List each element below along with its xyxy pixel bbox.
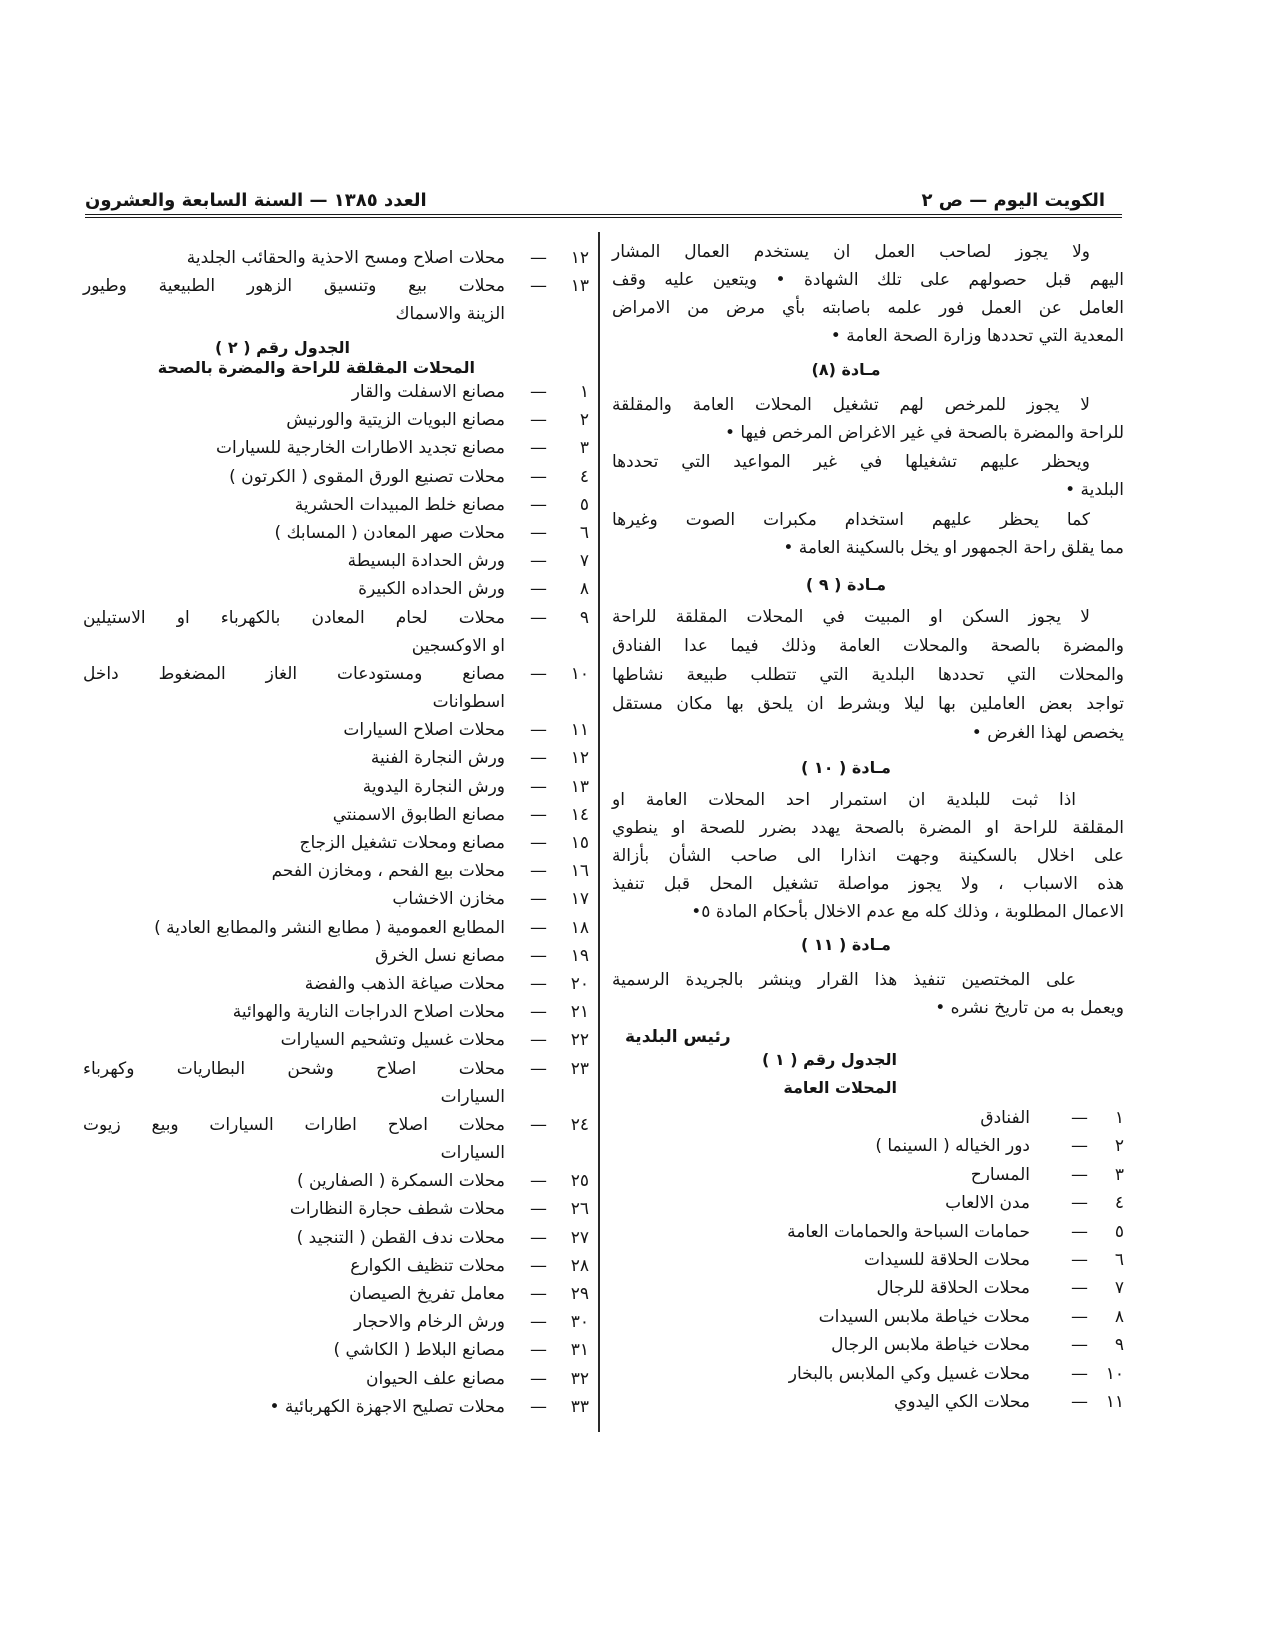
list-item [83,744,595,772]
item-number: ١٣ [570,776,589,797]
list-item [612,1360,1124,1388]
item-dash: — [530,748,547,769]
item-text [83,885,505,913]
item-text-line: محلات تصنيع الورق المقوى ( الكرتون ) [229,466,505,487]
item-text [83,970,505,998]
item-text-line: الزينة والاسماك [395,304,505,324]
item-text [83,604,505,660]
item-text [612,1303,1030,1331]
item-text [83,914,505,942]
item-text-line: المطابع العمومية ( مطابع النشر والمطابع العادية ) [154,917,505,938]
item-number: ٨ [579,579,589,600]
list-item [612,1274,1124,1302]
item-text [83,378,505,406]
item-text-line: محلات السمكرة ( الصفارين ) [297,1171,505,1192]
paragraph-line: والمضرة بالصحة والمحلات العامة وذلك فيما عدا الفنادق [612,636,1124,656]
item-text-line: مصانع الطابوق الاسمنتي [332,804,505,825]
table-1-list [612,1104,1124,1416]
item-number: ٩ [579,607,589,628]
article-9-paragraph [612,603,1124,748]
list-item [612,1388,1124,1416]
item-text-line: او الاوكسجين [411,635,505,656]
item-dash: — [530,466,547,487]
item-text-line: مصانع علف الحيوان [366,1368,505,1389]
left-column [83,244,595,1421]
item-text [83,406,505,434]
item-text-line: مصانع ومحلات تشغيل الزجاج [299,833,505,853]
list-item [612,1132,1124,1160]
item-text [83,801,505,829]
item-text-line: محلات الحلاقة للسيدات [863,1249,1030,1270]
item-text-line: ورش الحداده الكبيرة [358,579,505,600]
item-text [612,1132,1030,1160]
list-item [83,1252,595,1280]
item-dash: — [530,889,547,910]
paragraph-line: ويعمل به من تاريخ نشره • [935,998,1124,1018]
item-dash: — [530,663,547,684]
item-text [83,1393,505,1421]
item-number: ٢٣ [570,1058,589,1079]
item-number: ١٢ [570,748,589,769]
item-number: ٢٧ [570,1227,589,1248]
list-item [83,1308,595,1336]
list-item [612,1331,1124,1359]
item-text-line: محلات شطف حجارة النظارات [289,1199,505,1220]
item-dash: — [530,382,547,402]
list-item [83,378,595,406]
item-number: ٨ [1114,1306,1124,1327]
item-number: ٣١ [570,1340,589,1361]
item-dash: — [530,1368,547,1389]
item-text-line: محلات الكي اليدوي [894,1391,1030,1412]
paragraph-line: العامل عن العمل فور علمه باصابته بأي مرض من الامراض [612,298,1124,318]
item-text-line: محلات بيع الفحم ، ومخازن الفحم [271,861,505,882]
list-item [83,406,595,434]
item-dash: — [1071,1193,1088,1214]
list-item [83,829,595,857]
item-text-line: محلات صياغة الذهب والفضة [304,973,505,994]
signature-municipality-head: رئيس البلدية [625,1027,731,1047]
paragraph-line: والمحلات التي تحددها البلدية التي تتطلب طبيعة نشاطها [612,665,1124,685]
item-text [83,1308,505,1336]
item-dash: — [530,1284,547,1304]
list-item [612,1104,1124,1132]
list-item [83,1280,595,1308]
item-number: ٢ [1114,1136,1124,1157]
item-dash: — [530,1030,547,1051]
item-number: ٢٨ [570,1255,589,1276]
item-dash: — [530,1114,547,1135]
item-text [83,744,505,772]
item-text [83,1280,505,1308]
item-text [83,1336,505,1364]
item-number: ١٠ [1105,1363,1124,1384]
item-text [83,547,505,575]
item-text-line: محلات اصلاح الدراجات النارية والهوائية [232,1002,505,1023]
item-text [83,1224,505,1252]
newspaper-page-label: الكويت اليوم — ص ٢ [921,189,1105,211]
item-text [612,1161,1030,1189]
list-item [83,575,595,603]
paragraph-line: ويحظر عليهم تشغيلها في غير المواعيد التي تحددها [612,452,1090,472]
item-dash: — [530,551,547,572]
item-text-line: محلات لحام المعادن بالكهرباء او الاستيلين [83,607,505,628]
list-item [612,1189,1124,1217]
list-item [612,1161,1124,1189]
item-number: ٤ [579,466,589,487]
list-item [83,519,595,547]
list-item [83,491,595,519]
right-column [612,238,1124,1416]
item-text-line: الفنادق [980,1108,1030,1128]
item-number: ٦ [579,522,589,543]
item-number: ٣ [579,438,589,459]
item-text-line: محلات اصلاح السيارات [343,720,505,741]
item-number: ١ [1114,1108,1124,1128]
item-dash: — [530,276,547,296]
article-8-heading: مـادة (٨) [811,360,881,379]
list-item [83,434,595,462]
item-number: ٣٣ [570,1396,589,1417]
item-text [83,660,505,716]
item-dash: — [530,1002,547,1023]
paragraph-line: البلدية • [1065,480,1124,500]
list-item [83,1111,595,1167]
item-text-line: دور الخياله ( السينما ) [875,1136,1030,1157]
item-text-line: محلات ندف القطن ( التنجيد ) [296,1227,505,1248]
article-11-paragraph [612,966,1124,1022]
list-item [83,857,595,885]
item-text-line: مصانع نسل الخرق [375,945,505,966]
paragraph-line: لا يجوز السكن او المبيت في المحلات المقلقة للراحة [612,607,1090,627]
item-text [83,998,505,1026]
list-item [83,547,595,575]
list-item [83,998,595,1026]
article-9-heading: مـادة ( ٩ ) [805,575,887,594]
item-text [83,773,505,801]
paragraph-line: مما يقلق راحة الجمهور او يخل بالسكينة العامة • [783,538,1124,558]
paragraph-line: للراحة والمضرة بالصحة في غير الاغراض المرخص فيها • [724,423,1124,443]
list-item [83,716,595,744]
item-number: ٣٠ [570,1312,589,1333]
list-item [83,1055,595,1111]
table-1-list-continued [83,244,595,328]
item-dash: — [530,1312,547,1333]
item-dash: — [530,973,547,994]
item-text-line: محلات خياطة ملابس السيدات [818,1306,1030,1327]
item-dash: — [530,833,547,853]
item-text-line: محلات صهر المعادن ( المسابك ) [274,522,505,543]
article-8-paragraph [612,506,1124,562]
article-8-paragraph [612,391,1124,447]
item-number: ١٦ [570,861,589,882]
item-text-line: محلات الحلاقة للرجال [876,1278,1030,1299]
item-dash: — [530,1058,547,1079]
list-item [83,463,595,491]
item-dash: — [530,579,547,600]
list-item [83,1167,595,1195]
item-text [83,1195,505,1223]
item-text-line: محلات غسيل وكي الملابس بالبخار [788,1363,1030,1384]
item-text-line: ورش النجارة اليدوية [362,776,505,797]
item-text [83,1167,505,1195]
item-text-line: مصانع خلط المبيدات الحشرية [294,494,505,515]
list-item [83,1336,595,1364]
paragraph-line: على اخلال بالسكينة وجهت انذارا الى صاحب الشأن بأزالة [612,846,1124,866]
item-text [612,1104,1030,1132]
list-item [83,604,595,660]
item-number: ٢٥ [570,1171,589,1192]
item-text [83,1055,505,1111]
item-number: ١١ [570,720,589,741]
paragraph-line: ولا يجوز لصاحب العمل ان يستخدم العمال المشار [612,242,1090,262]
item-text-line: مصانع الاسفلت والقار [351,382,505,402]
item-dash: — [530,1227,547,1248]
item-text [83,434,505,462]
list-item [83,885,595,913]
item-text [83,829,505,857]
item-number: ١٣ [570,276,589,296]
item-dash: — [530,804,547,825]
list-item [83,970,595,998]
item-number: ٧ [579,551,589,572]
item-text-line: محلات تصليح الاجهزة الكهربائية • [269,1396,505,1417]
item-number: ٦ [1114,1249,1124,1270]
item-dash: — [1071,1164,1088,1185]
item-dash: — [530,438,547,459]
item-text [83,272,505,328]
item-text [83,491,505,519]
item-dash: — [530,1255,547,1276]
item-number: ٢ [579,410,589,431]
item-text [83,857,505,885]
item-text-line: مخازن الاخشاب [392,889,505,910]
item-dash: — [530,494,547,515]
item-text-line: مصانع ومستودعات الغاز المضغوط داخل [83,663,505,684]
paragraph-line: لا يجوز للمرخص لهم تشغيل المحلات العامة والمقلقة [612,395,1090,415]
list-item [83,942,595,970]
paragraph-line: يخصص لهذا الغرض • [971,723,1124,743]
item-dash: — [530,522,547,543]
item-text [83,244,505,272]
item-dash: — [530,776,547,797]
paragraph-line: الاعمال المطلوبة ، وذلك كله مع عدم الاخلال بأحكام المادة ٥• [691,902,1124,922]
item-text [612,1189,1030,1217]
list-item [83,1026,595,1054]
item-text [83,716,505,744]
list-item [83,244,595,272]
item-text-line: مدن الالعاب [945,1193,1030,1214]
item-text [612,1331,1030,1359]
article-10-heading: مـادة ( ١٠ ) [801,758,891,777]
article-11-heading: مـادة ( ١١ ) [801,935,891,954]
item-number: ٣٢ [570,1368,589,1389]
list-item [83,773,595,801]
page-header [85,186,1122,218]
list-item [83,272,595,328]
item-text-line: مصانع تجديد الاطارات الخارجية للسيارات [215,438,505,459]
item-text [83,1252,505,1280]
item-text-line: حمامات السباحة والحمامات العامة [787,1221,1030,1242]
item-text [83,519,505,547]
item-text [83,942,505,970]
item-number: ١٠ [570,663,589,684]
paragraph-line: المعدية التي تحددها وزارة الصحة العامة • [830,326,1124,346]
list-item [83,801,595,829]
item-dash: — [530,1171,547,1192]
item-dash: — [1071,1278,1088,1299]
table-2-title: الجدول رقم ( ٢ ) [214,338,350,357]
item-text-line: محلات خياطة ملابس الرجال [831,1335,1030,1356]
item-number: ٢٤ [570,1114,589,1135]
paragraph-line: المقلقة للراحة او المضرة بالصحة يهدد بضرر للصحة او ينطوي [612,818,1124,838]
item-dash: — [1071,1335,1088,1356]
paragraph-line: كما يحظر عليهم استخدام مكبرات الصوت وغيرها [612,510,1090,530]
item-dash: — [530,607,547,628]
item-dash: — [1071,1391,1088,1412]
paragraph-line: هذه الاسباب ، ولا يجوز مواصلة تشغيل المحل قبل تنفيذ [612,874,1124,894]
issue-label: العدد ١٣٨٥ — السنة السابعة والعشرون [85,189,427,211]
item-number: ١ [579,382,589,402]
item-number: ١٧ [570,889,589,910]
item-dash: — [530,917,547,938]
item-number: ٢٢ [570,1030,589,1051]
item-text [83,1365,505,1393]
item-text-line: محلات اصلاح وشحن البطاريات وكهرباء [83,1058,505,1079]
item-number: ١٩ [570,945,589,966]
item-dash: — [530,945,547,966]
item-number: ٤ [1114,1193,1124,1214]
item-number: ٩ [1114,1335,1124,1356]
item-dash: — [530,861,547,882]
table-1-subtitle: المحلات العامة [783,1078,897,1097]
item-text [612,1246,1030,1274]
item-dash: — [530,1340,547,1361]
item-text-line: المسارح [970,1164,1030,1185]
item-number: ٥ [579,494,589,515]
list-item [83,1195,595,1223]
item-dash: — [530,248,547,268]
item-number: ٢٩ [570,1284,589,1304]
item-number: ٣ [1114,1164,1124,1185]
item-dash: — [1071,1221,1088,1242]
item-text-line: اسطوانات [432,692,505,713]
item-dash: — [530,720,547,741]
item-dash: — [1071,1136,1088,1157]
item-text [83,575,505,603]
continued-paragraph [612,238,1124,350]
item-text [612,1388,1030,1416]
item-text-line: محلات اصلاح اطارات السيارات وبيع زيوت [83,1114,505,1135]
item-text-line: السيارات [440,1086,505,1107]
item-number: ١٤ [570,804,589,825]
article-8-paragraph [612,448,1124,504]
list-item [83,1224,595,1252]
paragraph-line: على المختصين تنفيذ هذا القرار وينشر بالجريدة الرسمية [612,970,1076,990]
article-10-paragraph [612,786,1124,926]
paragraph-line: اذا ثبت للبلدية ان استمرار احد المحلات العامة او [612,790,1076,810]
list-item [612,1246,1124,1274]
item-dash: — [1071,1363,1088,1384]
item-text [612,1274,1030,1302]
item-text-line: محلات غسيل وتشحيم السيارات [280,1030,505,1051]
item-dash: — [1071,1249,1088,1270]
item-number: ٢١ [570,1002,589,1023]
item-text [83,1111,505,1167]
item-text [83,463,505,491]
item-number: ٢٠ [570,973,589,994]
paragraph-line: تواجد بعض العاملين بها ليلا وبشرط ان يلحق بها مكان مستقل [612,694,1124,714]
list-item [612,1218,1124,1246]
item-text-line: السيارات [440,1143,505,1164]
list-item [83,1365,595,1393]
list-item [83,660,595,716]
table-1-title: الجدول رقم ( ١ ) [761,1050,897,1069]
item-text-line: ورش الرخام والاحجار [354,1312,505,1333]
item-text-line: محلات تنظيف الكوارع [350,1255,505,1276]
list-item [83,1393,595,1421]
item-text-line: محلات اصلاح ومسح الاحذية والحقائب الجلدية [186,248,505,268]
item-text [612,1218,1030,1246]
item-text [83,1026,505,1054]
item-number: ٢٦ [570,1199,589,1220]
item-text-line: مصانع البويات الزيتية والورنيش [286,410,505,431]
item-dash: — [1071,1306,1088,1327]
paragraph-line: اليهم قبل حصولهم على تلك الشهادة • ويتعين عليه وقف [612,270,1124,290]
item-dash: — [530,410,547,431]
item-text-line: مصانع البلاط ( الكاشي ) [333,1340,505,1361]
item-text-line: ورش النجارة الفنية [370,748,505,769]
table-2-list [83,378,595,1421]
item-number: ١١ [1105,1391,1124,1412]
item-text-line: ورش الحدادة البسيطة [347,551,505,572]
item-dash: — [530,1396,547,1417]
item-text-line: محلات بيع وتنسيق الزهور الطبيعية وطيور [83,276,505,296]
item-number: ٥ [1114,1221,1124,1242]
item-number: ٧ [1114,1278,1124,1299]
list-item [83,914,595,942]
item-text [612,1360,1030,1388]
item-dash: — [530,1199,547,1220]
table-2-subtitle: المحلات المقلقة للراحة والمضرة بالصحة [157,358,475,377]
column-divider [598,232,600,1432]
item-number: ١٨ [570,917,589,938]
item-number: ١٥ [570,833,589,853]
item-dash: — [1071,1108,1088,1128]
list-item [612,1303,1124,1331]
item-text-line: معامل تفريخ الصيصان [349,1284,505,1304]
item-number: ١٢ [570,248,589,268]
